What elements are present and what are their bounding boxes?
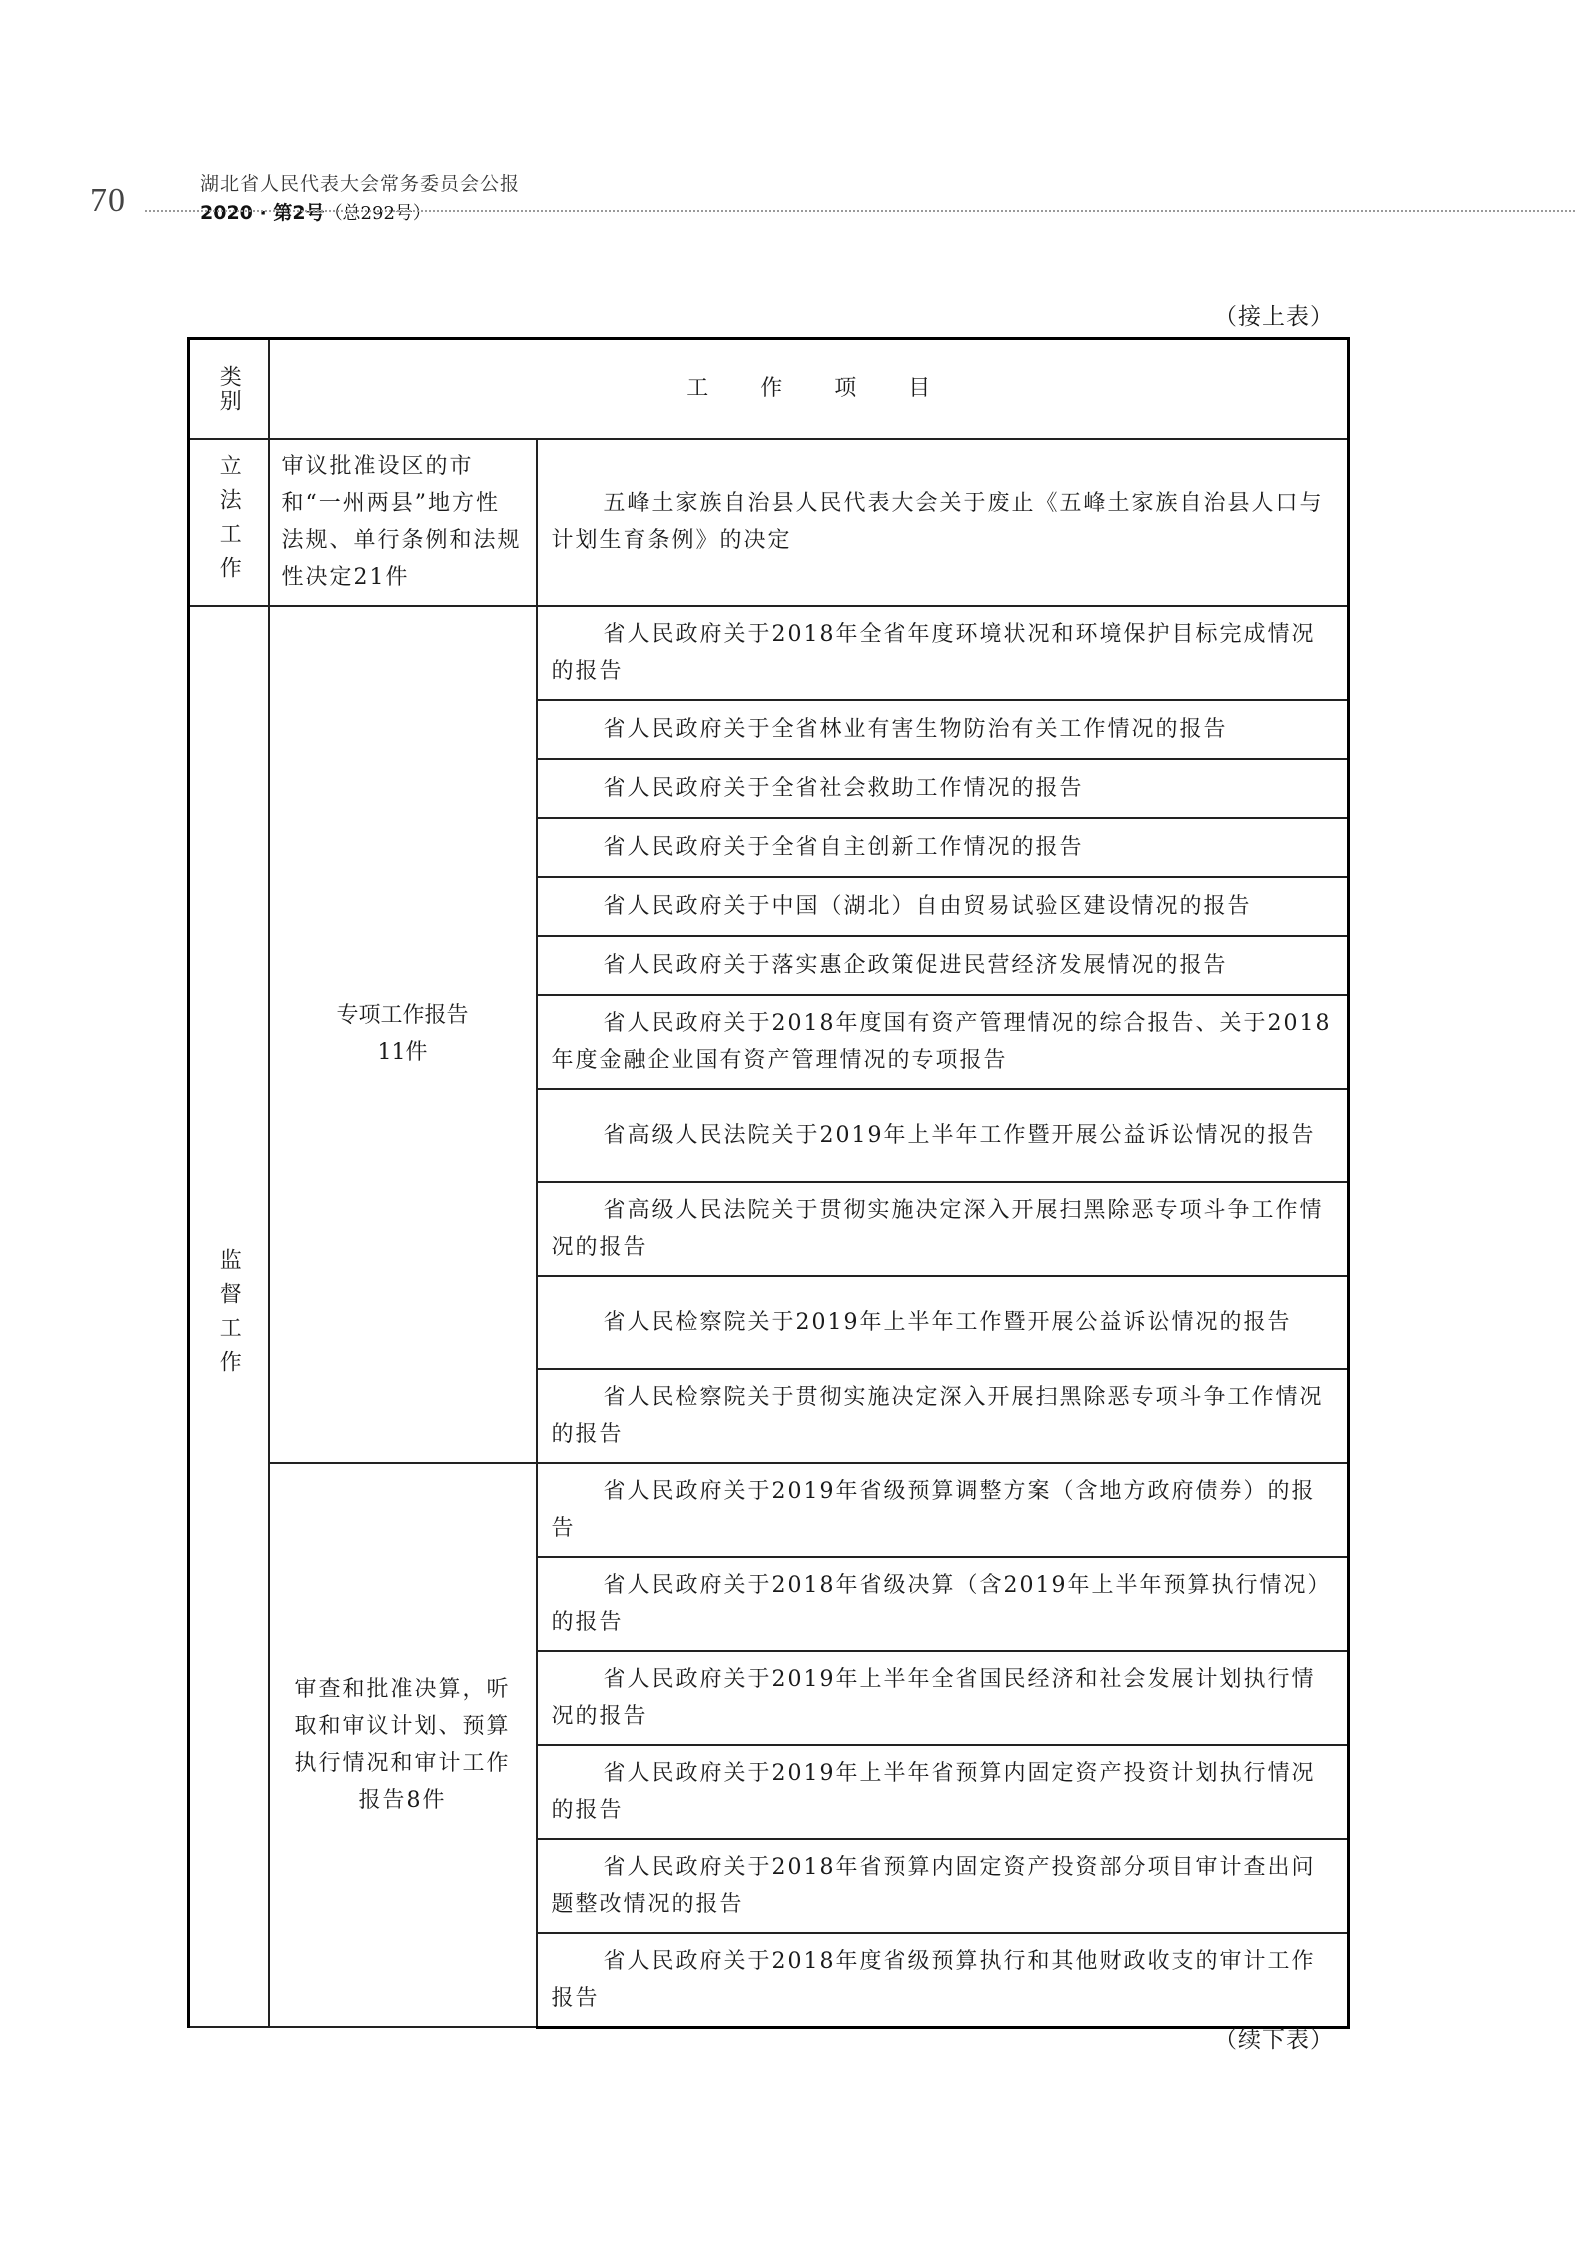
table-cell-item: 省人民政府关于落实惠企政策促进民营经济发展情况的报告 [537,936,1349,995]
table-cell-item: 省人民政府关于2018年全省年度环境状况和环境保护目标完成情况的报告 [537,606,1349,700]
subcategory-budget-reports: 审查和批准决算，听取和审议计划、预算执行情况和审计工作报告8件 [269,1463,537,2028]
table-row [189,439,1349,606]
table-cell-item: 省人民政府关于2018年度省级预算执行和其他财政收支的审计工作报告 [537,1933,1349,2028]
table-cell-item: 省人民政府关于中国（湖北）自由贸易试验区建设情况的报告 [537,877,1349,936]
continued-from-note: （接上表） [1214,304,1334,330]
issue-line [200,198,520,228]
publication-title: 湖北省人民代表大会常务委员会公报 [200,173,521,195]
table-cell-item: 省高级人民法院关于2019年上半年工作暨开展公益诉讼情况的报告 [537,1089,1349,1182]
table-row [189,1463,1349,1557]
table-cell-item: 省人民政府关于2018年省级决算（含2019年上半年预算执行情况）的报告 [537,1557,1349,1651]
issue-number: 2020 · 第2号 [200,202,325,224]
table-cell-item: 省人民检察院关于贯彻实施决定深入开展扫黑除恶专项斗争工作情况的报告 [537,1369,1349,1463]
header-rule [145,210,1575,212]
table-cell-item: 省人民政府关于全省社会救助工作情况的报告 [537,759,1349,818]
page-number: 70 [90,182,126,219]
table-cell-item: 省人民政府关于2018年省预算内固定资产投资部分项目审计查出问题整改情况的报告 [537,1839,1349,1933]
table-cell-item: 省人民政府关于2018年度国有资产管理情况的综合报告、关于2018年度金融企业国有资产管理情况的专项报告 [537,995,1349,1089]
table-cell-item: 省人民政府关于全省林业有害生物防治有关工作情况的报告 [537,700,1349,759]
continued-to-note: （续下表） [1214,2027,1334,2053]
header-work-items: 工作项目 [269,339,1349,439]
table-row [189,606,1349,700]
table-cell-item: 省高级人民法院关于贯彻实施决定深入开展扫黑除恶专项斗争工作情况的报告 [537,1182,1349,1276]
header-category: 类别 [189,339,269,439]
subcategory-legislation: 审议批准设区的市和“一州两县”地方性法规、单行条例和法规性决定21件 [269,439,537,606]
running-header [200,170,520,228]
table-cell-item: 省人民政府关于2019年省级预算调整方案（含地方政府债券）的报告 [537,1463,1349,1557]
table-cell-item: 省人民政府关于2019年上半年全省国民经济和社会发展计划执行情况的报告 [537,1651,1349,1745]
work-items-table [187,337,1350,2029]
table-cell-item: 五峰土家族自治县人民代表大会关于废止《五峰土家族自治县人口与计划生育条例》的决定 [537,439,1349,606]
table-cell-item: 省人民政府关于2019年上半年省预算内固定资产投资计划执行情况的报告 [537,1745,1349,1839]
table-header-row [189,339,1349,439]
total-issue: （总292号） [324,203,431,224]
table-cell-item: 省人民政府关于全省自主创新工作情况的报告 [537,818,1349,877]
category-legislation: 立法工作 [189,439,269,606]
subcategory-special-reports: 专项工作报告11件 [269,606,537,1463]
table-cell-item: 省人民检察院关于2019年上半年工作暨开展公益诉讼情况的报告 [537,1276,1349,1369]
category-supervision: 监督工作 [189,606,269,2028]
